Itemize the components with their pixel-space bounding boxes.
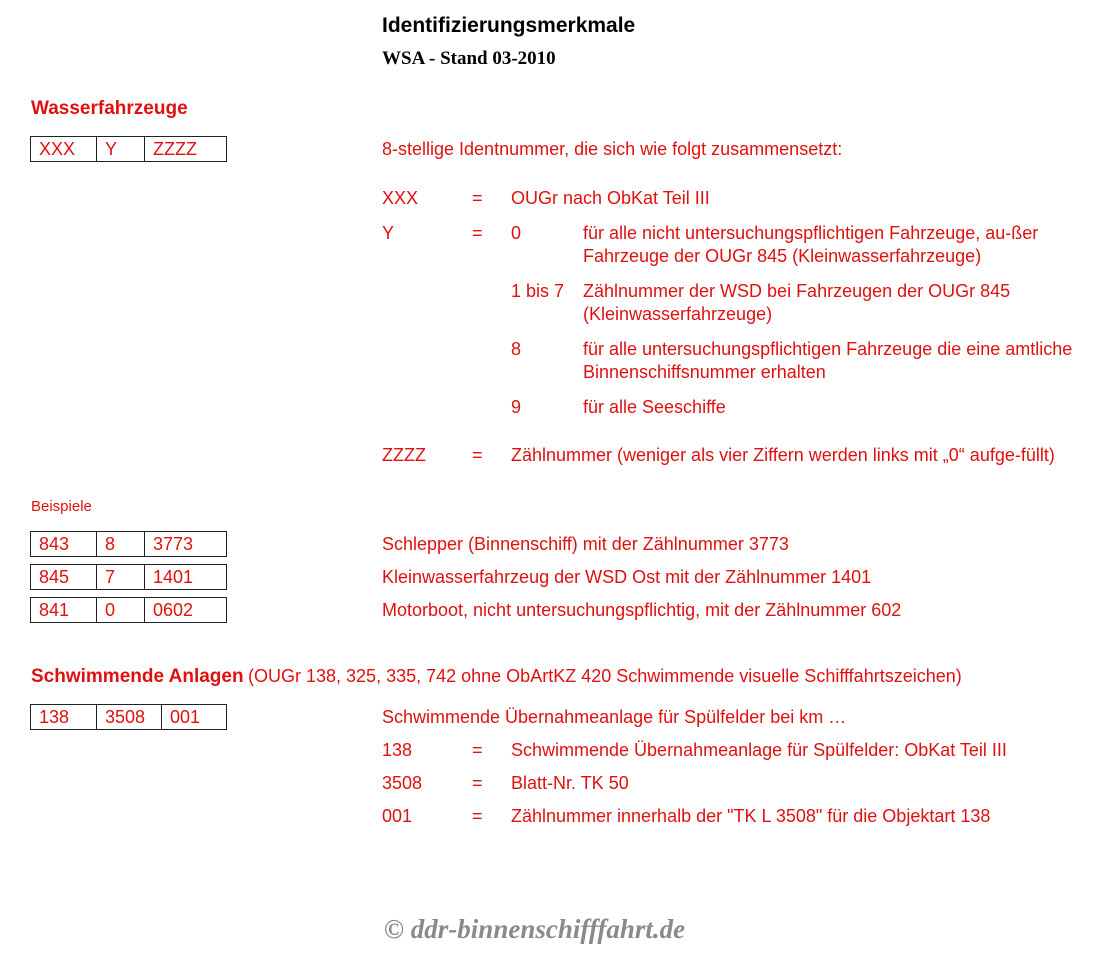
example-cell: 843 — [31, 532, 97, 556]
id-pattern-box — [30, 136, 227, 162]
equals-sign: = — [472, 188, 483, 208]
floating-cell: 3508 — [97, 705, 162, 729]
equals-sign: = — [472, 773, 483, 793]
y-option-desc: für alle Seeschiffe — [583, 397, 726, 417]
section-heading-vessels: Wasserfahrzeuge — [31, 98, 188, 119]
example-cell: 3773 — [153, 534, 194, 554]
desc-xxx: OUGr nach ObKat Teil III — [511, 188, 710, 208]
y-option-code: 0 — [511, 223, 522, 243]
floating-cell: 138 — [31, 705, 97, 729]
equals-sign: = — [472, 445, 483, 465]
pattern-cell-xxx: XXX — [31, 137, 97, 161]
example-desc: Kleinwasserfahrzeug der WSD Ost mit der Zählnummer 1401 — [382, 567, 872, 587]
floating-desc: Blatt-Nr. TK 50 — [511, 773, 629, 793]
id-intro-text: 8-stellige Identnummer, die sich wie folgt zusammensetzt: — [382, 139, 843, 159]
example-cell: 0602 — [153, 600, 194, 620]
example-cell: 841 — [31, 598, 97, 622]
y-option-code: 1 bis 7 — [511, 281, 565, 301]
floating-cell: 001 — [170, 707, 201, 727]
y-option-code: 9 — [511, 397, 522, 417]
example-desc: Schlepper (Binnenschiff) mit der Zählnummer 3773 — [382, 534, 789, 554]
y-option-desc: für alle nicht untersuchungspflichtigen Fahrzeuge, au-ßer Fahrzeuge der OUGr 845 (Kleinwasserfahrzeuge) — [583, 223, 1039, 266]
pattern-cell-y: Y — [97, 137, 145, 161]
floating-desc: Schwimmende Übernahmeanlage für Spülfelder: ObKat Teil III — [511, 740, 1007, 760]
example-id-box — [30, 531, 227, 557]
copyright-watermark: © ddr-binnenschifffahrt.de — [383, 914, 686, 944]
floating-key: 3508 — [382, 773, 423, 793]
example-cell: 7 — [97, 565, 145, 589]
example-id-box — [30, 597, 227, 623]
document-subtitle: WSA - Stand 03-2010 — [382, 48, 556, 69]
key-xxx: XXX — [382, 188, 419, 208]
floating-desc: Zählnummer innerhalb der "TK L 3508" für die Objektart 138 — [511, 806, 991, 826]
desc-zzzz: Zählnummer (weniger als vier Ziffern werden links mit „0“ aufge-füllt) — [511, 445, 1055, 465]
equals-sign: = — [472, 806, 483, 826]
equals-sign: = — [472, 740, 483, 760]
y-option-desc: Zählnummer der WSD bei Fahrzeugen der OUGr 845 (Kleinwasserfahrzeuge) — [583, 281, 1011, 324]
key-zzzz: ZZZZ — [382, 445, 426, 465]
section-heading-floating — [31, 666, 962, 688]
y-option-desc: für alle untersuchungspflichtigen Fahrzeuge die eine amtliche Binnenschiffsnummer erhalten — [583, 339, 1073, 382]
pattern-cell-zzzz: ZZZZ — [153, 139, 197, 159]
key-y: Y — [382, 223, 395, 243]
equals-sign: = — [472, 223, 483, 243]
y-option-code: 8 — [511, 339, 522, 359]
floating-intro: Schwimmende Übernahmeanlage für Spülfelder bei km … — [382, 707, 847, 727]
example-id-box — [30, 564, 227, 590]
floating-key: 138 — [382, 740, 413, 760]
example-cell: 8 — [97, 532, 145, 556]
document-title: Identifizierungsmerkmale — [382, 14, 636, 37]
examples-label: Beispiele — [31, 498, 92, 515]
example-cell: 845 — [31, 565, 97, 589]
floating-key: 001 — [382, 806, 413, 826]
floating-heading-text: Schwimmende Anlagen — [31, 666, 244, 687]
example-desc: Motorboot, nicht untersuchungspflichtig, mit der Zählnummer 602 — [382, 600, 902, 620]
floating-heading-note: (OUGr 138, 325, 335, 742 ohne ObArtKZ 420 Schwimmende visuelle Schifffahrtszeichen) — [248, 666, 962, 686]
example-cell: 1401 — [153, 567, 194, 587]
floating-id-box — [30, 704, 227, 730]
example-cell: 0 — [97, 598, 145, 622]
